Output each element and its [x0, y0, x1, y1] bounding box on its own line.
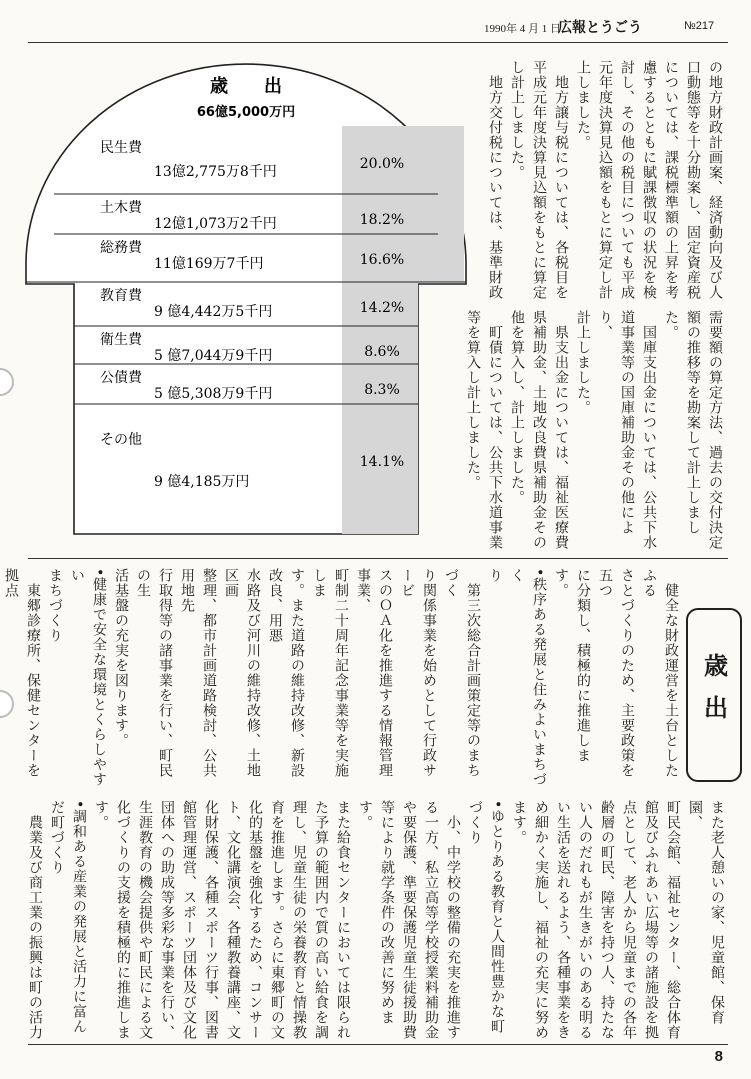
- bottom-left-body-text: [27, 800, 728, 1040]
- binder-hole-top: [0, 368, 14, 396]
- expenditure-dome-graphic: [26, 64, 466, 534]
- section-rule: [28, 558, 728, 559]
- expense-category-amount: 13億2,775万8千円: [154, 164, 277, 180]
- expense-category-name: 民生費: [100, 140, 142, 156]
- expense-category-percent: 16.6%: [359, 252, 405, 268]
- expense-category-amount: 11億169万7千円: [154, 256, 264, 272]
- masthead: [0, 0, 751, 48]
- expense-category-amount: 5 億7,044万9千円: [154, 348, 273, 364]
- paragraph-block: また老人憩いの家、児童館、保育園、 町民会館、福祉センター、総合体育 館及びふれあい広場等の諸施設を拠 点として、老人から児童までの各年 齢層の町民、障害を持つ人、持たな い人のだれもが生きがいのある明る い生活を送れるよう、各種事業をき め細かく実施し、福祉の充実に努め ます。 •ゆとりある教育と人間性豊かな町 づくり 小、中学校の整備の充実を推進す る一方、私立高等学校授業料補助金 や要保護、準要保護児童生徒援助費 等により就学条件の改善に努めます。 また給食センターにおいては限られ た予算の範囲内で質の高い給食を調 理し、児童生徒の栄養教育と情操教 育を推進します。さらに東郷町の文 化的基盤を強化するため、コンサー ト、文化講演会、各種教養講座、文 化財保護、各種スポーツ行事、図書 館管理運営、スポーツ団体及び文化 団体への助成等多彩な事業を行い、 生涯教育の機会提供や町民による文 化づくりの支援を積極的に推進しま す。 •調和ある産業の発展と活力に富ん だ町づくり 農業及び商工業の振興は町の活力: [27, 800, 725, 1040]
- newsletter-logo: 広報とうごう: [558, 20, 642, 36]
- expense-category-name: その他: [100, 432, 142, 448]
- expense-category-amount: 9 億4,442万5千円: [154, 304, 273, 320]
- expense-category-percent: 20.0%: [359, 156, 405, 172]
- page-number: 8: [714, 1048, 723, 1065]
- expense-category-percent: 14.2%: [359, 300, 405, 316]
- expense-category-name: 公債費: [100, 370, 142, 386]
- dome-total: 66億5,000万円: [196, 105, 296, 120]
- top-right-body-text: [474, 60, 726, 320]
- section-badge-expenditure: 歳出: [686, 608, 742, 782]
- bottom-right-body-text: [3, 568, 682, 790]
- footer-rule: [28, 1044, 728, 1045]
- expense-category-name: 土木費: [100, 200, 142, 216]
- dome-title: 歳 出: [210, 76, 282, 97]
- issue-number: №217: [684, 20, 715, 32]
- middle-right-body-text: [465, 310, 726, 550]
- expense-category-amount: 12億1,073万2千円: [154, 216, 277, 232]
- expense-category-name: 教育費: [100, 288, 142, 304]
- header-rule: [28, 42, 728, 43]
- paragraph-block: の地方財政計画案、経済動向及び人 口動態等を十分勘案し、固定資産税 については、課税標準額の上昇を考 慮するとともに賦課徴収の状況を検 討し、その他の税目についても平成 元年度決算見込額をもとに算定し計 上しました。 地方譲与税については、各税目を 平成元年度決算見込額をもとに算定 し計上しました。 地方交付税については、基準財政: [487, 60, 723, 300]
- expense-category-name: 総務費: [100, 240, 142, 256]
- paragraph-block: 健全な財政運営を土台としたふる さとづくりのため、主要政策を五つ に分類し、積極的に推進します。 •秩序ある発展と住みよいまちづく り 第三次総合計画策定等のまちづく り関係事業を始めとして行政サービ スのＯＡ化を推進する情報管理事業、 町制二十周年記念事業等を実施しま す。また道路の維持改修、新設改良、用悪 水路及び河川の維持改修、土地区画 整理、都市計画道路検討、公共用地先 行取得等の諸事業を行い、町民の生 活基盤の充実を図ります。 •健康で安全な環境とくらしやすい まちづくり 東郷診療所、保健センターを拠点: [3, 568, 679, 788]
- expense-category-name: 衛生費: [100, 332, 142, 348]
- expense-category-percent: 8.6%: [364, 344, 400, 360]
- paragraph-block: 需要額の算定方法、過去の交付決定 額の推移等を勘案して計上しました。 国庫支出金については、公共下水 道事業等の国庫補助金その他により、 計上しました。 県支出金については、福祉医療費 県補助金、土地改良費県補助金その 他を算入し、計上しました。 町債については、公共下水道事業 等を算入し計上しました。: [465, 310, 723, 550]
- expense-category-percent: 8.3%: [364, 382, 400, 398]
- issue-date: 1990年 4 月 1 日: [484, 23, 561, 35]
- expense-category-amount: 5 億5,308万9千円: [154, 386, 273, 402]
- expense-category-percent: 14.1%: [359, 454, 405, 470]
- expense-category-percent: 18.2%: [359, 212, 405, 228]
- expense-category-amount: 9 億4,185万円: [154, 474, 250, 490]
